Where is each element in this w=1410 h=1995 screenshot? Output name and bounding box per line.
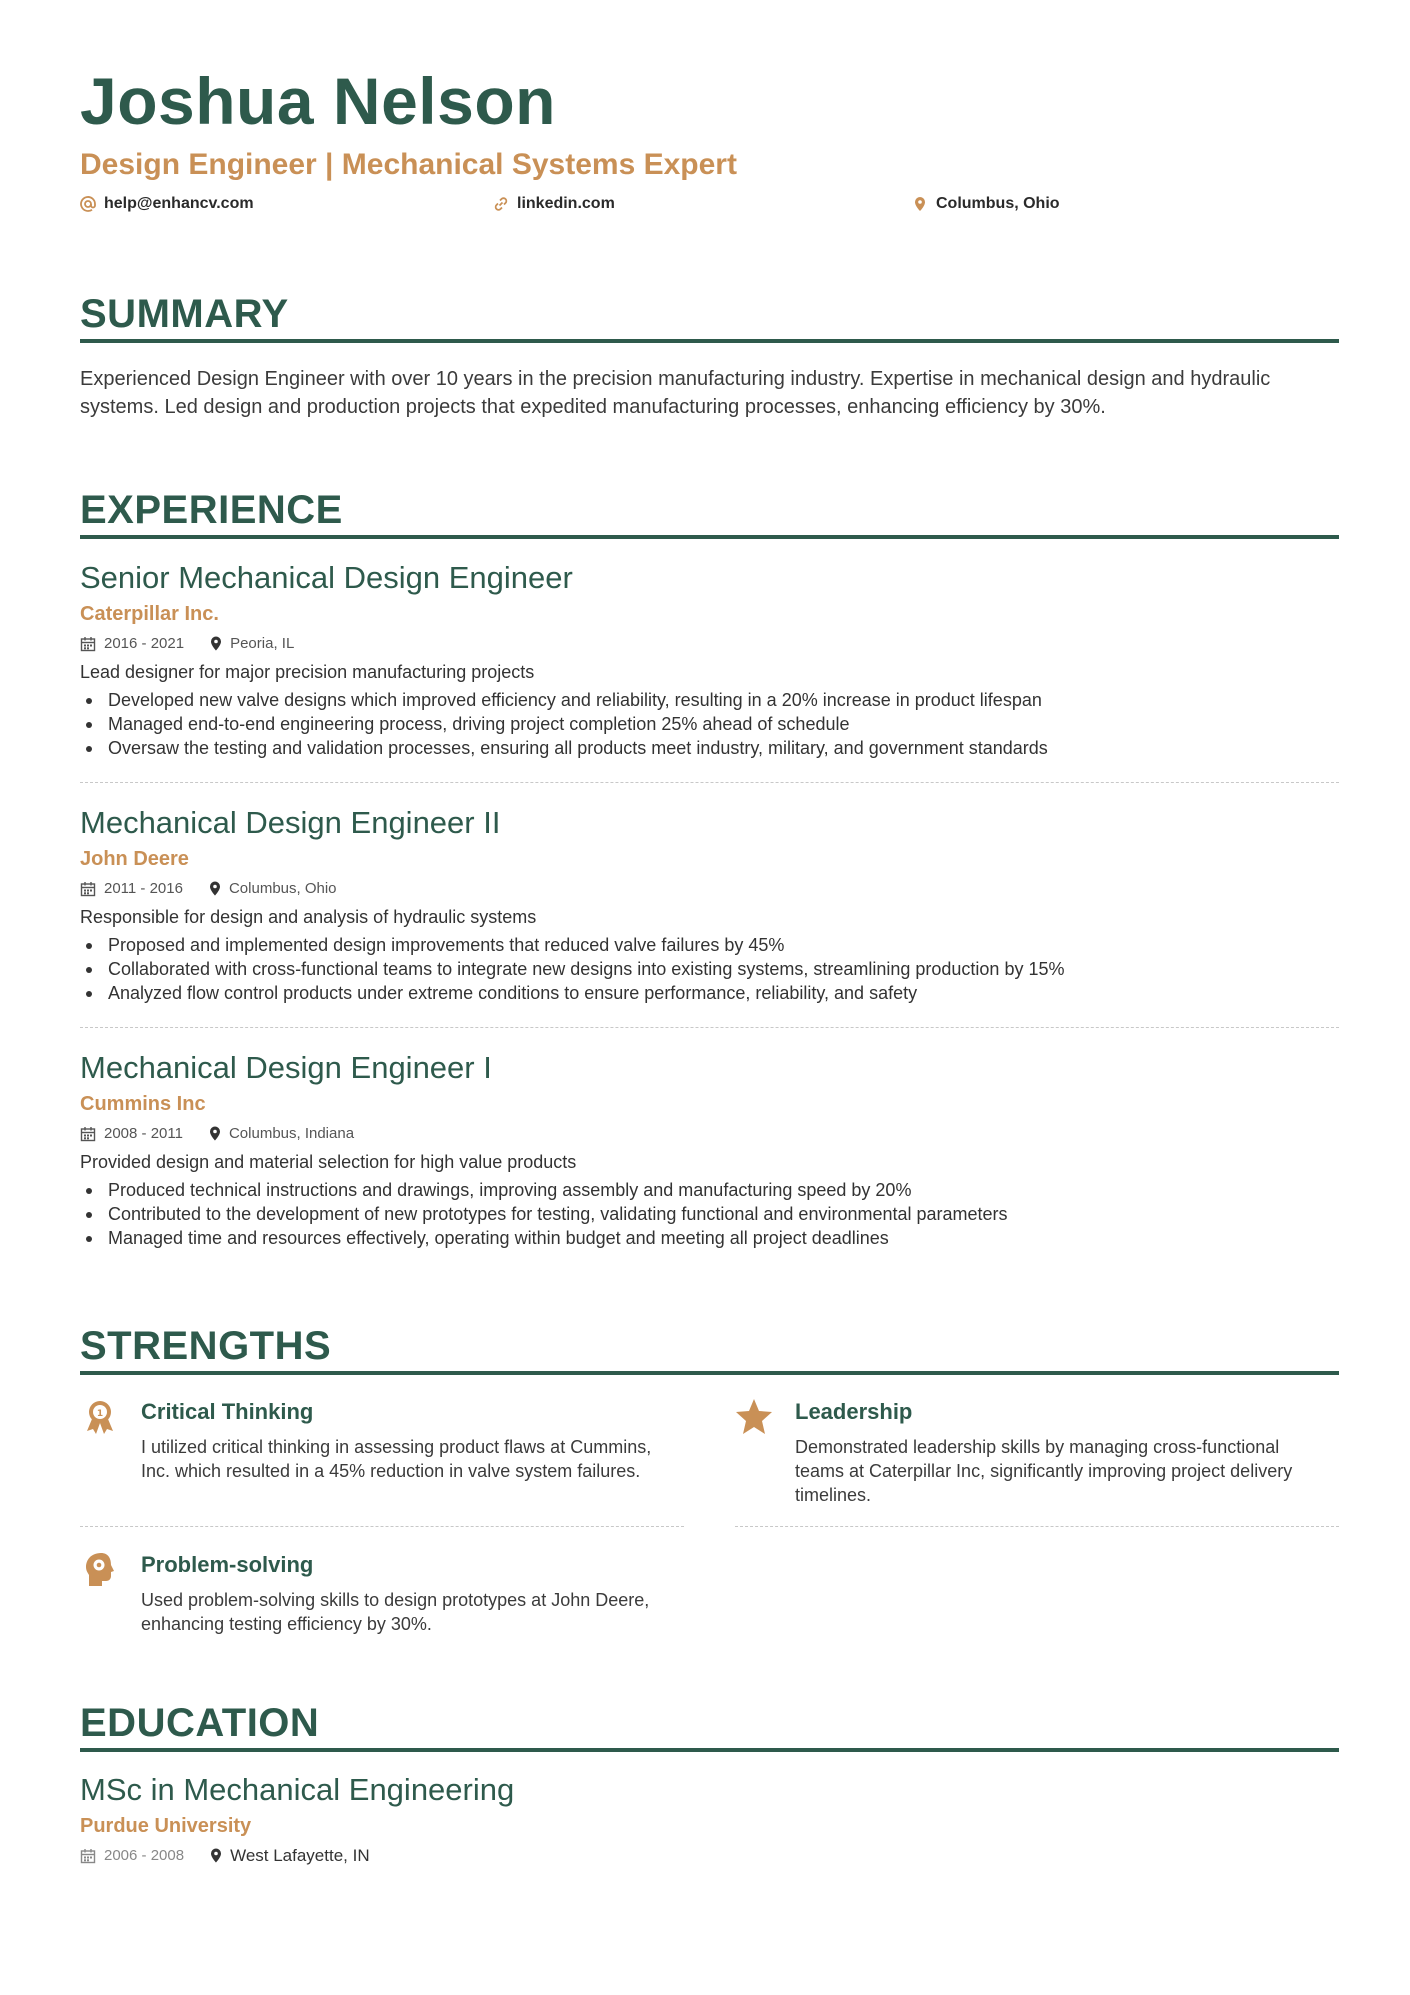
- summary-divider: [80, 339, 1339, 343]
- job-bullet: Collaborated with cross-functional teams to integrate new designs into existing systems, streamlining production by 15%: [80, 957, 1339, 981]
- location-pin-icon: [209, 881, 221, 896]
- job-separator: [80, 1027, 1339, 1028]
- award-ribbon-icon: [80, 1397, 120, 1437]
- education-meta: [80, 1846, 1339, 1866]
- location-pin-icon: [210, 636, 222, 651]
- education-location-text: West Lafayette, IN: [230, 1845, 370, 1865]
- contact-link-text: linkedin.com: [517, 195, 615, 212]
- education-location: [210, 1846, 370, 1866]
- job-description: Lead designer for major precision manufacturing projects: [80, 661, 535, 682]
- job-bullet: Managed time and resources effectively, operating within budget and meeting all project deadlines: [80, 1226, 1339, 1250]
- strength-separator: [735, 1526, 1339, 1527]
- education-entry: [80, 1772, 1339, 1866]
- head-brain-icon: [80, 1550, 120, 1590]
- calendar-icon: [80, 881, 96, 897]
- job-description: Provided design and material selection for high value products: [80, 1151, 577, 1172]
- education-dates: [80, 1847, 184, 1864]
- contact-email[interactable]: [80, 195, 254, 213]
- contact-location: [912, 195, 1060, 213]
- education-degree: MSc in Mechanical Engineering: [80, 1772, 515, 1807]
- job-dates-text: 2016 - 2021: [104, 635, 185, 653]
- strengths-heading: STRENGTHS: [80, 1324, 332, 1368]
- job-dates: [80, 635, 184, 652]
- strength-title: Problem-solving: [141, 1552, 314, 1577]
- job-location-text: Columbus, Indiana: [228, 1125, 355, 1143]
- strength-title: Leadership: [795, 1399, 913, 1424]
- candidate-headline: Design Engineer | Mechanical Systems Expert: [80, 148, 737, 181]
- education-school: Purdue University: [80, 1814, 252, 1837]
- contact-email-text: help@enhancv.com: [104, 195, 254, 212]
- strength-separator: [80, 1526, 684, 1527]
- job-location-text: Columbus, Ohio: [228, 880, 337, 898]
- job-separator: [80, 782, 1339, 783]
- svg-text:1: 1: [96, 1409, 104, 1419]
- contact-link[interactable]: [493, 195, 615, 213]
- strengths-divider: [80, 1371, 1339, 1375]
- job-location: [209, 1125, 354, 1142]
- education-dates-text: 2006 - 2008: [104, 1847, 185, 1865]
- job-bullets: [80, 933, 1339, 1005]
- job-company: Caterpillar Inc.: [80, 602, 219, 625]
- job-meta: [80, 634, 1339, 654]
- job-bullets: [80, 688, 1339, 760]
- calendar-icon: [80, 636, 96, 652]
- job-location-text: Peoria, IL: [230, 635, 295, 653]
- location-pin-icon: [209, 1126, 221, 1141]
- contact-row: [80, 195, 1339, 217]
- location-pin-icon: [210, 1848, 222, 1863]
- at-icon: [80, 196, 96, 212]
- candidate-name: Joshua Nelson: [80, 64, 556, 138]
- job-entry: [80, 805, 1339, 1005]
- job-bullet: Managed end-to-end engineering process, driving project completion 25% ahead of schedule: [80, 712, 1339, 736]
- job-bullet: Contributed to the development of new prototypes for testing, validating functional and environmental parameters: [80, 1202, 1339, 1226]
- job-company: Cummins Inc: [80, 1092, 206, 1115]
- strength-description: I utilized critical thinking in assessing product flaws at Cummins, Inc. which resulted in a 45% reduction in valve system failures.: [141, 1437, 652, 1481]
- strength-description: Demonstrated leadership skills by managing cross-functional teams at Caterpillar Inc, significantly improving project delivery timelines.: [795, 1437, 1293, 1505]
- education-divider: [80, 1748, 1339, 1752]
- job-bullet: Developed new valve designs which improved efficiency and reliability, resulting in a 20% increase in product lifespan: [80, 688, 1339, 712]
- job-dates-text: 2008 - 2011: [104, 1125, 183, 1143]
- job-meta: [80, 1124, 1339, 1144]
- job-entry: [80, 560, 1339, 760]
- strength-title: Critical Thinking: [141, 1399, 314, 1424]
- contact-location-text: Columbus, Ohio: [936, 195, 1060, 212]
- summary-heading: SUMMARY: [80, 292, 289, 336]
- summary-text: Experienced Design Engineer with over 10 years in the precision manufacturing industry. Expertise in mechanical design and hydraulic systems. Led design and production projects that expedited manufacturing processes, enhancing efficiency by 30%.: [80, 368, 1271, 418]
- job-description: Responsible for design and analysis of hydraulic systems: [80, 906, 537, 927]
- job-bullets: [80, 1178, 1339, 1250]
- job-company: John Deere: [80, 847, 189, 870]
- job-bullet: Analyzed flow control products under extreme conditions to ensure performance, reliability, and safety: [80, 981, 1339, 1005]
- job-title: Mechanical Design Engineer II: [80, 805, 501, 840]
- job-location: [209, 880, 337, 897]
- calendar-icon: [80, 1848, 96, 1864]
- job-entry: [80, 1050, 1339, 1250]
- job-dates-text: 2011 - 2016: [104, 880, 183, 898]
- job-dates: [80, 880, 183, 897]
- job-bullet: Produced technical instructions and drawings, improving assembly and manufacturing speed by 20%: [80, 1178, 1339, 1202]
- job-bullet: Proposed and implemented design improvements that reduced valve failures by 45%: [80, 933, 1339, 957]
- experience-divider: [80, 535, 1339, 539]
- calendar-icon: [80, 1126, 96, 1142]
- strength-description: Used problem-solving skills to design prototypes at John Deere, enhancing testing efficiency by 30%.: [141, 1590, 650, 1634]
- job-title: Mechanical Design Engineer I: [80, 1050, 492, 1085]
- education-heading: EDUCATION: [80, 1701, 320, 1745]
- job-location: [210, 635, 294, 652]
- job-meta: [80, 879, 1339, 899]
- job-dates: [80, 1125, 183, 1142]
- star-icon: [734, 1397, 774, 1437]
- job-title: Senior Mechanical Design Engineer: [80, 560, 573, 595]
- link-icon: [493, 196, 509, 212]
- location-pin-icon: [912, 196, 928, 212]
- job-bullet: Oversaw the testing and validation processes, ensuring all products meet industry, military, and government standards: [80, 736, 1339, 760]
- experience-heading: EXPERIENCE: [80, 488, 343, 532]
